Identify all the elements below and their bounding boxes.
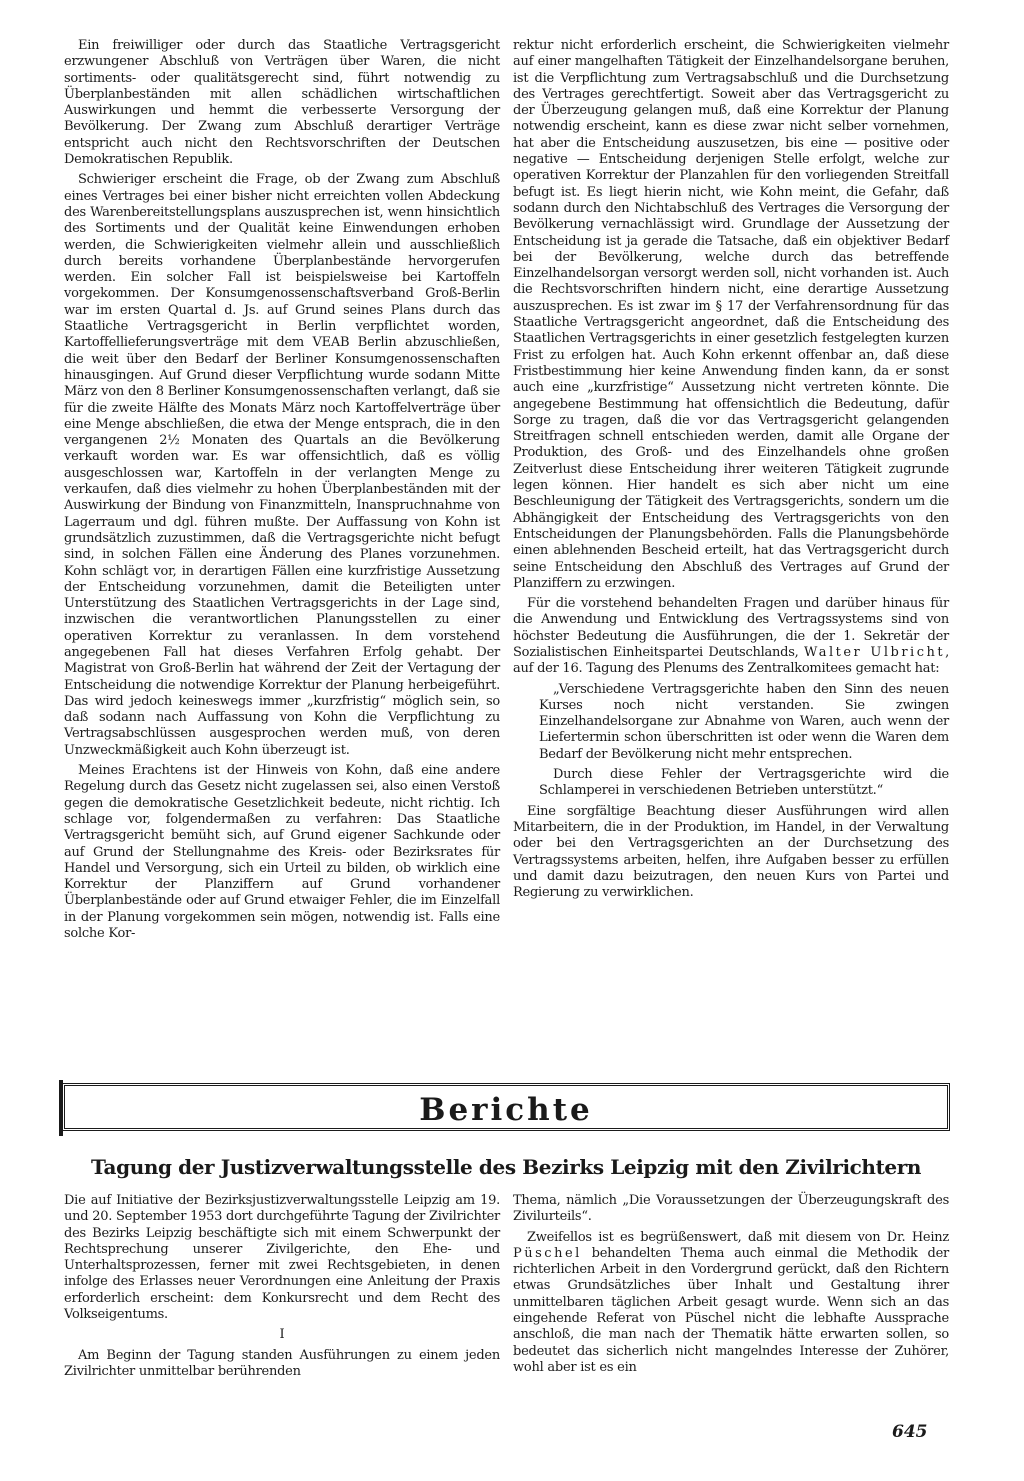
article-column-right bbox=[513, 1193, 949, 1380]
paragraph: Ein freiwilliger oder durch das Staatliche Vertragsgericht erzwungener Abschluß von Verträgen über Waren, die nicht sortiments- oder qualitätsgerecht sind, führt notwendig zu Überplanbeständen mit allen schädlichen wirtschaftlichen Auswirkungen und hemmt die verbesserte Versorgung der Bevölkerung. Der Zwang zum Abschluß derartiger Verträge entspricht auch nicht den Rechtsvorschriften der Deutschen Demokratischen Republik. bbox=[64, 38, 500, 168]
article-title: Tagung der Justizverwaltungsstelle des Bezirks Leipzig mit den Zivilrichtern bbox=[90, 1155, 922, 1179]
paragraph: Thema, nämlich „Die Voraussetzungen der Überzeugungskraft des Zivilurteils“. bbox=[513, 1193, 949, 1225]
paragraph: Die auf Initiative der Bezirksjustizverwaltungsstelle Leipzig am 19. und 20. September 1953 dort durchgeführte Tagung der Zivilrichter des Bezirks Leipzig beschäftigte sich mit einem Schwerpunkt der Rechtsprechung unserer Zivilgerichte, den Ehe- und Unterhaltsprozessen, ferner mit zwei Rechtsgebieten, in denen infolge des Erlasses neuer Verordnungen eine Anleitung der Praxis erforderlich erscheint: dem Konkursrecht und dem Recht des Volkseigentums. bbox=[64, 1193, 500, 1323]
quotation: „Verschiedene Vertragsgerichte haben den Sinn des neuen Kurses noch nicht verstanden. Sie zwingen Einzelhandelsorgane zur Abnahme von Waren, auch wenn der Liefertermin schon überschritten ist oder wenn die Waren dem Bedarf der Bevölkerung nicht mehr entsprechen. bbox=[539, 681, 949, 762]
section-numeral: I bbox=[279, 1327, 285, 1343]
person-name: Walter Ulbricht bbox=[803, 644, 946, 660]
section-header-box bbox=[62, 1083, 950, 1131]
paragraph: rektur nicht erforderlich erscheint, die Schwierigkeiten vielmehr auf einer mangelhaften Tätigkeit der Einzelhandelsorgane beruhen, ist die Verpflichtung zum Vertragsabschluß und die Durchsetzung des Vertrages gerechtfertigt. Soweit aber das Vertragsgericht zu der Überzeugung gelangen muß, daß eine Korrektur der Planung notwendig erscheint, kann es diese zwar nicht selber vornehmen, hat aber die Entscheidung auszusetzen, bis eine — positive oder negative — Entscheidung derjenigen Stelle erfolgt, welche zur operativen Korrektur der Planzahlen für den vorliegenden Streitfall befugt ist. Es liegt hierin nicht, wie Kohn meint, die Gefahr, daß sodann durch den Nichtabschluß des Vertrages die Versorgung der Bevölkerung vernachlässigt wird. Grundlage der Aussetzung der Entscheidung ist ja gerade die Tatsache, daß ein objektiver Bedarf bei der Bevölkerung, welche durch das betreffende Einzelhandelsorgan versorgt werden soll, nicht vorhanden ist. Auch die Rechtsvorschriften hindern nicht, eine derartige Aussetzung auszusprechen. Es ist zwar im § 17 der Verfahrensordnung für das Staatliche Vertragsgericht angeordnet, daß die Entscheidung des Staatlichen Vertragsgerichts in einer gesetzlich festgelegten kurzen Frist zu erfolgen hat. Auch Kohn erkennt offenbar an, daß diese Fristbestimmung hier keine Anwendung finden kann, da er sonst auch eine „kurzfristige“ Aussetzung nicht vertreten könnte. Die angegebene Bestimmung hat offensichtlich die Bedeutung, dafür Sorge zu tragen, daß die vor das Vertragsgericht gelangenden Streitfragen schnell entschieden werden, damit alle Organe der Produktion, des Groß- und des Einzelhandels ohne großen Zeitverlust diese Entscheidung ihrer weiteren Tätigkeit zugrunde legen können. Hier handelt es sich aber nicht um eine Beschleunigung der Tätigkeit des Vertragsgerichts, sondern um die Abhängigkeit der Entscheidung des Vertragsgerichts von den Entscheidungen der Planungsbehörden. Falls die Planungsbehörde einen ablehnenden Bescheid erteilt, hat das Vertragsgericht durch seine Entscheidung den Abschluß des Vertrages auf Grund der Planziffern zu erzwingen. bbox=[513, 38, 949, 591]
paragraph: Schwieriger erscheint die Frage, ob der Zwang zum Abschluß eines Vertrages bei einer bisher nicht erreichten vollen Abdeckung des Warenbereitstellungsplans auszusprechen ist, wenn hinsichtlich des Sortiments und der Qualität keine Einwendungen erhoben werden, die Schwierigkeiten vielmehr allein und ausschließlich durch bereits vorhandene Überplanbestände hervorgerufen werden. Ein solcher Fall ist beispielsweise bei Kartoffeln vorgekommen. Der Konsumgenossenschaftsverband Groß-Berlin war im ersten Quartal d. Js. auf Grund seines Plans durch das Staatliche Vertragsgericht in Berlin verpflichtet worden, Kartoffellieferungsverträge mit dem VEAB Berlin abzuschließen, die weit über den Bedarf der Berliner Konsumgenossenschaften hinausgingen. Auf Grund dieser Verpflichtung wurde sodann Mitte März von den 8 Berliner Konsumgenossenschaften verlangt, daß sie für die zweite Hälfte des Monats März noch Kartoffelverträge über eine Menge abschließen, die etwa der Menge entsprach, die in den vergangenen 2½ Monaten des Quartals an die Bevölkerung verkauft worden war. Es war offensichtlich, daß es völlig ausgeschlossen war, Kartoffeln in der verlangten Menge zu verkaufen, daß dies vielmehr zu hohen Überplanbeständen mit der Auswirkung der Bindung von Finanzmitteln, Inanspruchnahme von Lagerraum und dgl. führen mußte. Der Auffassung von Kohn ist grundsätzlich zuzustimmen, daß die Vertragsgerichte nicht befugt sind, in solchen Fällen eine Änderung des Planes vorzunehmen. Kohn schlägt vor, in derartigen Fällen eine kurzfristige Aussetzung der Entscheidung vorzunehmen, damit die Beteiligten unter Unterstützung des Staatlichen Vertragsgerichts in der Lage sind, inzwischen die verantwortlichen Planungsstellen zu einer operativen Korrektur zu veranlassen. In dem vorstehend angegebenen Fall hat dieses Verfahren Erfolg gehabt. Der Magistrat von Groß-Berlin hat während der Zeit der Vertagung der Entscheidung die notwendige Korrektur der Planung herbeigeführt. Das wird jedoch keineswegs immer „kurzfristig“ möglich sein, so daß sodann nach Auffassung von Kohn die Verpflichtung zu Vertragsabschlüssen ausgesprochen werden muß, von deren Unzweckmäßigkeit auch Kohn überzeugt ist. bbox=[64, 172, 500, 758]
paragraph: Meines Erachtens ist der Hinweis von Kohn, daß eine andere Regelung durch das Gesetz nicht zugelassen sei, also einen Verstoß gegen die demokratische Gesetzlichkeit bedeute, nicht richtig. Ich schlage vor, folgendermaßen zu verfahren: Das Staatliche Vertragsgericht bemüht sich, auf Grund eigener Sachkunde oder auf Grund der Stellungnahme des Kreis- oder Bezirksrates für Handel und Versorgung, sich ein Urteil zu bilden, ob wirklich eine Korrektur der Planziffern auf Grund vorhandener Überplanbestände oder auf Grund etwaiger Fehler, die im Einzelfall in der Planung vorgekommen sein mögen, notwendig ist. Falls eine solche Kor- bbox=[64, 763, 500, 942]
section-title: Berichte bbox=[419, 1092, 593, 1128]
text-column-right bbox=[513, 38, 949, 905]
paragraph-text: Zweifellos ist es begrüßenswert, daß mit diesem von Dr. Heinz bbox=[527, 1229, 949, 1245]
article-column-left bbox=[64, 1193, 500, 1384]
paragraph: Am Beginn der Tagung standen Ausführungen zu einem jeden Zivilrichter unmittelbar berührenden bbox=[64, 1347, 500, 1379]
paragraph bbox=[513, 1230, 949, 1377]
paragraph-text: behandelten Thema auch einmal die Methodik der richterlichen Arbeit in den Vordergrund gerückt, daß den Richtern etwas Grundsätzliches über Inhalt und Gestaltung ihrer unmittelbaren täglichen Arbeit gesagt wurde. Wenn sich an das eingehende Referat von Püschel nicht die lebhafte Aussprache anschloß, die man nach der Thematik hätte erwarten sollen, so bedeutet das sicherlich nicht mangelndes Interesse der Zuhörer, wohl aber ist es ein bbox=[513, 1245, 949, 1375]
page-number: 645 bbox=[892, 1422, 928, 1442]
paragraph-text: Für die vorstehend behandelten Fragen und darüber hinaus für die Anwendung und Entwicklung des Vertragssystems sind von höchster Bedeutung die Ausführungen, die der 1. Sekretär der Sozialistischen Einheitspartei Deutschlands, bbox=[513, 596, 949, 660]
paragraph-text: , auf der 16. Tagung des Plenums des Zentralkomitees gemacht hat: bbox=[513, 644, 949, 677]
paragraph bbox=[513, 596, 949, 677]
quotation: Durch diese Fehler der Vertragsgerichte wird die Schlamperei in verschiedenen Betrieben unterstützt.“ bbox=[539, 767, 949, 799]
paragraph: Eine sorgfältige Beachtung dieser Ausführungen wird allen Mitarbeitern, die in der Produktion, im Handel, in der Verwaltung oder bei den Vertragsgerichten an der Durchsetzung des Vertragssystems arbeiten, helfen, ihre Aufgaben besser zu erfüllen und damit dazu beizutragen, den neuen Kurs von Partei und Regierung zu verwirklichen. bbox=[513, 803, 949, 901]
text-column-left bbox=[64, 38, 500, 946]
person-name: Püschel bbox=[513, 1245, 582, 1261]
